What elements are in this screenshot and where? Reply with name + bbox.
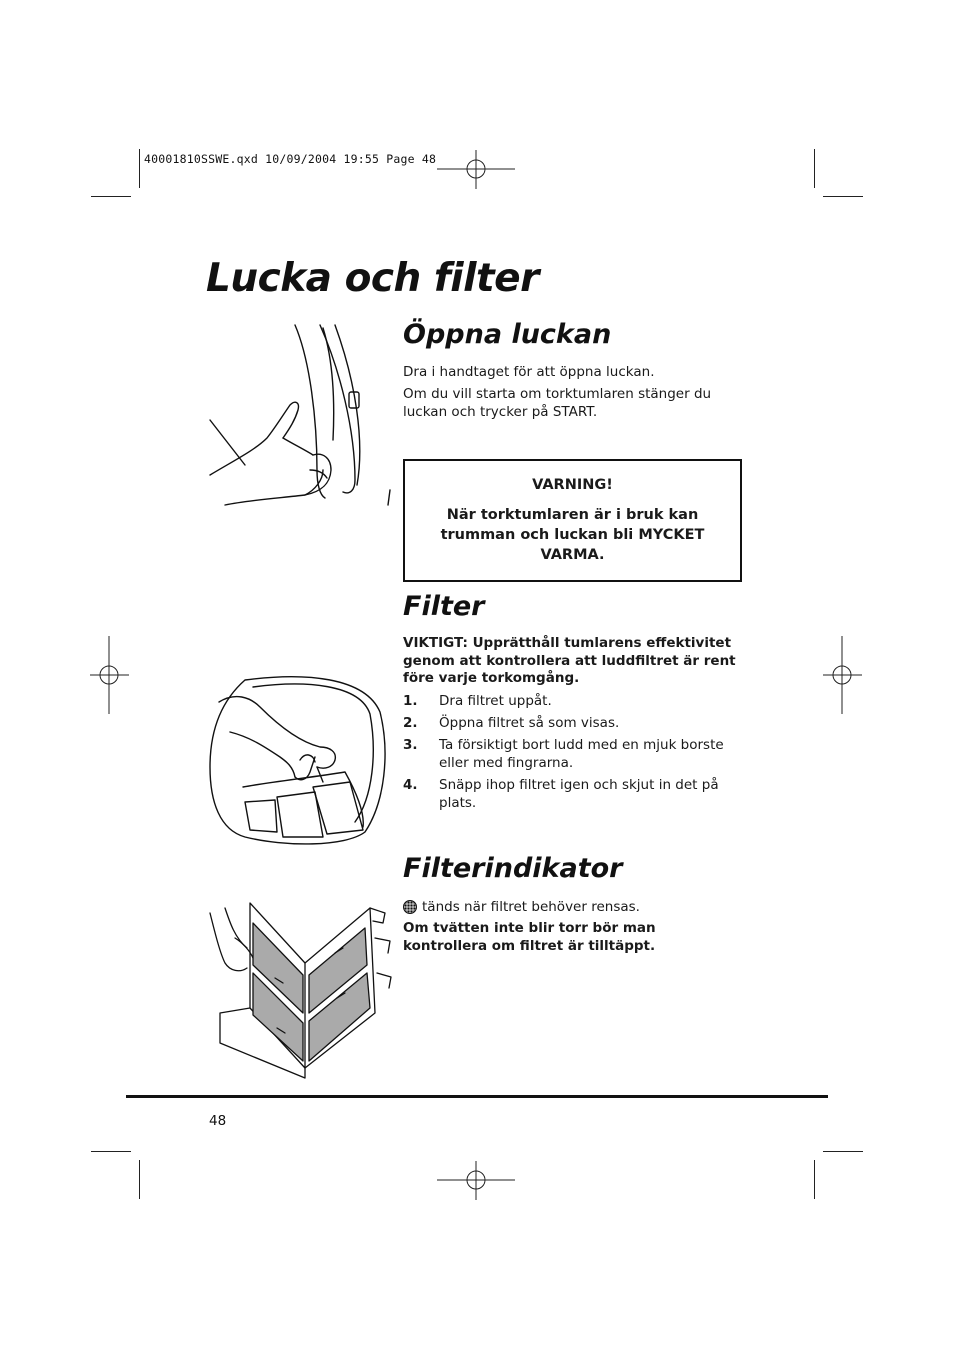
warning-box — [403, 459, 742, 582]
section-heading-filter: Filter — [403, 591, 485, 622]
crop-mark — [823, 196, 863, 197]
page-number: 48 — [209, 1113, 227, 1129]
registration-mark-icon — [823, 636, 863, 716]
section-heading-open-door: Öppna luckan — [403, 319, 612, 350]
filter-steps-list — [403, 692, 743, 816]
list-item — [403, 692, 743, 710]
registration-mark-icon — [90, 636, 130, 716]
footer-rule — [126, 1095, 828, 1098]
filter-removal-illustration — [205, 672, 395, 852]
crop-mark — [814, 1160, 815, 1199]
print-slug: 40001810SSWE.qxd 10/09/2004 19:55 Page 48 — [144, 152, 437, 166]
step-text: Snäpp ihop filtret igen och skjut in det på plats. — [439, 777, 719, 811]
step-number: 3. — [403, 737, 418, 753]
filter-open-illustration — [205, 893, 395, 1083]
crop-mark — [823, 1151, 863, 1152]
crop-mark — [91, 1151, 131, 1152]
step-text: Öppna filtret så som visas. — [439, 715, 620, 731]
registration-mark-icon — [437, 150, 517, 190]
crop-mark — [139, 149, 140, 188]
filter-indicator-icon — [403, 900, 417, 914]
step-number: 4. — [403, 777, 418, 793]
list-item — [403, 776, 743, 812]
step-number: 1. — [403, 693, 418, 709]
filter-important-note: VIKTIGT: Upprätthåll tumlarens effektivitet genom att kontrollera att luddfiltret är rent före varje torkomgång. — [403, 635, 736, 686]
door-opening-illustration — [205, 320, 395, 510]
list-item — [403, 714, 743, 732]
warning-text: När torktumlaren är i bruk kan trumman och luckan bli MYCKET VARMA. — [440, 507, 705, 563]
crop-mark — [91, 196, 131, 197]
crop-mark — [139, 1160, 140, 1199]
section-heading-filter-indicator: Filterindikator — [403, 853, 623, 884]
step-number: 2. — [403, 715, 418, 731]
warning-heading: VARNING! — [532, 477, 613, 493]
indicator-lit-line — [403, 898, 743, 916]
open-door-text-1: Dra i handtaget för att öppna luckan. — [403, 364, 655, 380]
step-text: Ta försiktigt bort ludd med en mjuk borste eller med fingrarna. — [439, 737, 724, 771]
indicator-lit-text: tänds när filtret behöver rensas. — [422, 899, 640, 915]
step-text: Dra filtret uppåt. — [439, 693, 552, 709]
open-door-text-2: Om du vill starta om torktumlaren stänger du luckan och trycker på START. — [403, 386, 712, 420]
list-item — [403, 736, 743, 772]
page-title: Lucka och filter — [206, 256, 539, 301]
indicator-note: Om tvätten inte blir torr bör man kontrollera om filtret är tilltäppt. — [403, 920, 656, 954]
registration-mark-icon — [437, 1161, 517, 1201]
crop-mark — [814, 149, 815, 188]
